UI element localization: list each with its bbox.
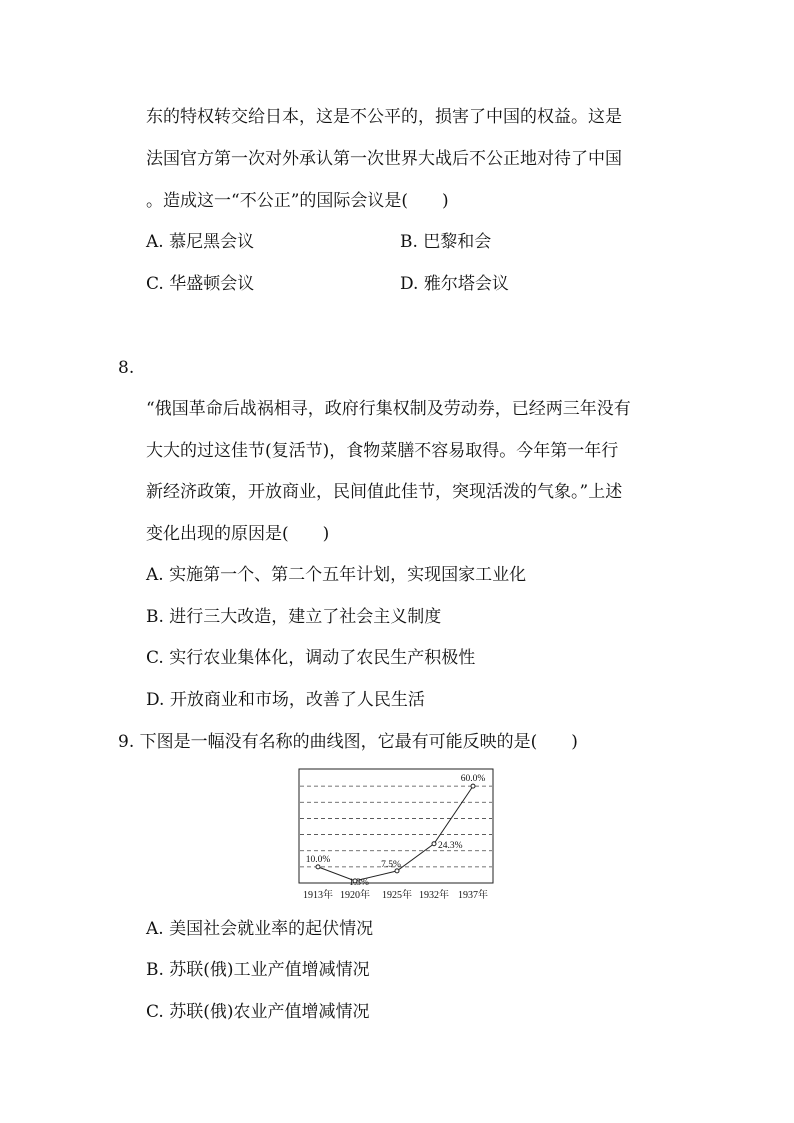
q9-stem: 9. 下图是一幅没有名称的曲线图，它最有可能反映的是( )	[118, 732, 578, 752]
q7-stem-line-2: 法国官方第一次对外承认第一次世界大战后不公正地对待了中国	[146, 149, 622, 169]
q8-option-d[interactable]: D. 开放商业和市场，改善了人民生活	[146, 690, 425, 710]
chart-point	[432, 842, 436, 846]
chart-x-tick-label: 1920年	[340, 890, 370, 901]
q8-stem-line-1: “俄国革命后战祸相寻，政府行集权制及劳动券，已经两三年没有	[146, 399, 631, 419]
chart-point	[471, 784, 475, 788]
q9-option-a[interactable]: A. 美国社会就业率的起伏情况	[146, 919, 374, 939]
chart-svg	[298, 768, 498, 904]
chart-data-label: 1.3%	[349, 877, 369, 888]
chart-data-label: 24.3%	[438, 840, 463, 851]
q7-option-b[interactable]: B. 巴黎和会	[400, 232, 492, 252]
chart-x-ticks	[303, 888, 488, 901]
q7-option-d[interactable]: D. 雅尔塔会议	[400, 274, 509, 294]
q8-stem-line-3: 新经济政策，开放商业，民间值此佳节，突现活泼的气象。”上述	[146, 482, 623, 502]
q9-line-chart	[298, 768, 498, 904]
q9-option-c[interactable]: C. 苏联(俄)农业产值增减情况	[146, 1002, 370, 1022]
q7-stem-line-1: 东的特权转交给日本，这是不公平的，损害了中国的权益。这是	[146, 107, 622, 127]
chart-data-label: 10.0%	[305, 854, 331, 865]
q8-stem-line-2: 大大的过这佳节(复活节)，食物菜膳不容易取得。今年第一年行	[146, 441, 619, 461]
chart-x-tick-label: 1937年	[458, 890, 488, 901]
q7-stem-line-3: 。造成这一“不公正”的国际会议是( )	[146, 191, 449, 211]
q7-option-c[interactable]: C. 华盛顿会议	[146, 274, 255, 294]
chart-x-tick-label: 1932年	[419, 890, 449, 901]
chart-point	[316, 865, 320, 869]
chart-data-label: 60.0%	[460, 774, 486, 785]
q7-option-a[interactable]: A. 慕尼黑会议	[146, 232, 255, 252]
q8-option-b[interactable]: B. 进行三大改造，建立了社会主义制度	[146, 607, 442, 627]
q9-option-b[interactable]: B. 苏联(俄)工业产值增减情况	[146, 960, 370, 980]
q8-stem-line-4: 变化出现的原因是( )	[146, 524, 330, 544]
chart-x-tick-label: 1925年	[382, 890, 412, 901]
chart-x-tick-label: 1913年	[303, 890, 333, 901]
q8-option-c[interactable]: C. 实行农业集体化，调动了农民生产积极性	[146, 648, 476, 668]
chart-data-label: 7.5%	[381, 859, 401, 870]
q8-option-a[interactable]: A. 实施第一个、第二个五年计划，实现国家工业化	[146, 565, 527, 585]
q8-number: 8.	[118, 358, 135, 378]
